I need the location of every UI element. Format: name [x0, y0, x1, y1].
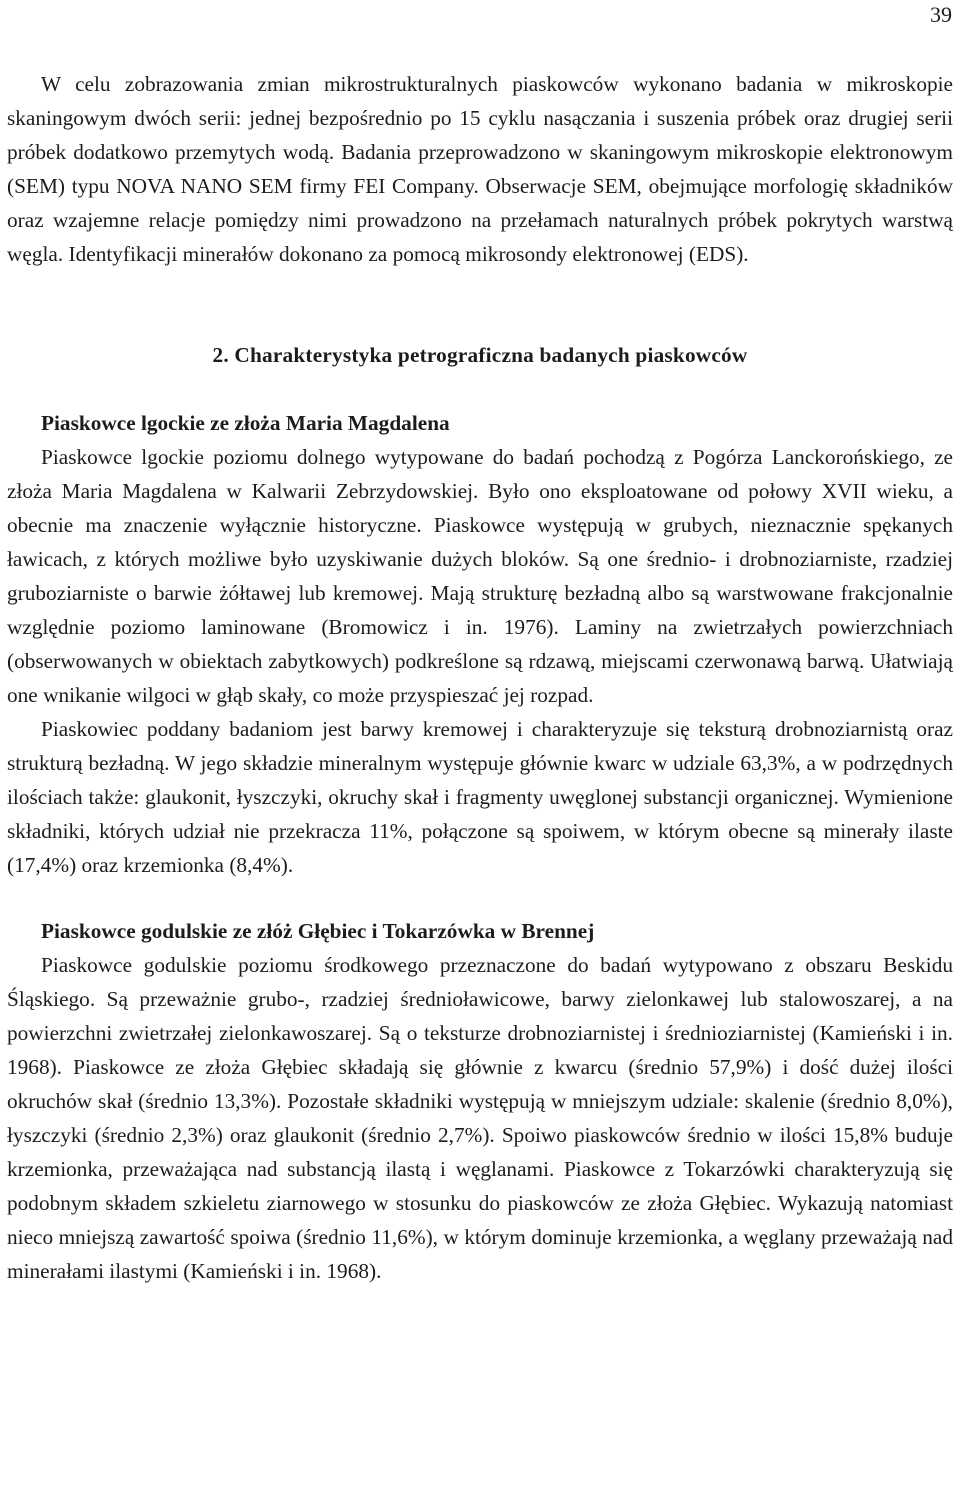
lgockie-paragraph-2: Piaskowiec poddany badaniom jest barwy kremowej i charakteryzuje się teksturą drobnoziarnistą oraz strukturą bezładną. W jego składzie mineralnym występuje głównie kwarc w udziale 63,3%, a w podrzędnych ilościach także: glaukonit, łyszczyki, okruchy skał i fragmenty uwęglonej substancji organicznej. Wymienione składniki, których udział nie przekracza 11%, połączone są spoiwem, w którym obecne są minerały ilaste (17,4%) oraz krzemionka (8,4%). — [7, 717, 953, 877]
spacer — [7, 882, 953, 914]
intro-paragraph: W celu zobrazowania zmian mikrostrukturalnych piaskowców wykonano badania w mikroskopie skaningowym dwóch serii: jednej bezpośrednio po 15 cyklu nasączania i suszenia próbek oraz drugiej serii próbek dodatkowo przemytych wodą. Badania przeprowadzono w skaningowym mikroskopie elektronowym (SEM) typu NOVA NANO SEM firmy FEI Company. Obserwacje SEM, obejmujące morfologię składników oraz wzajemne relacje pomiędzy nimi prowadzono na przełamach naturalnych próbek pokrytych warstwą węgla. Identyfikacji minerałów dokonano za pomocą mikrosondy elektronowej (EDS). — [7, 72, 953, 266]
godulskie-paragraph-1: Piaskowce godulskie poziomu środkowego przeznaczone do badań wytypowano z obszaru Beskidu Śląskiego. Są przeważnie grubo-, rzadziej średnioławicowe, barwy zielonkawej lub stalowoszarej, a na powierzchni zwietrzałej zielonkawoszarej. Są o teksturze drobnoziarnistej i średnioziarnistej (Kamieński i in. 1968). Piaskowce ze złoża Głębiec składają się głównie z kwarcu (średnio 57,9%) i dość dużej ilości okruchów skał (średnio 13,3%). Pozostałe składniki występują w mniejszym udziale: skalenie (średnio 8,0%), łyszczyki (średnio 2,3%) oraz glaukonit (średnio 2,7%). Spoiwo piaskowców średnio w ilości 15,8% buduje krzemionka, przeważająca nad substancją ilastą i węglanami. Piaskowce z Tokarzówki charakteryzują się podobnym składem szkieletu ziarnowego w stosunku do piaskowców ze złoża Głębiec. Wykazują natomiast nieco mniejszą zawartość spoiwa (średnio 11,6%), w którym dominuje krzemionka, a węglany przeważają nad minerałami ilastymi (Kamieński i in. 1968). — [7, 953, 953, 1283]
spacer — [7, 372, 953, 406]
document-body — [7, 67, 953, 1288]
section-heading: 2. Charakterystyka petrograficzna badanych piaskowców — [212, 343, 748, 367]
spacer — [7, 271, 953, 338]
page-number: 39 — [930, 2, 952, 27]
subsection-heading-godulskie: Piaskowce godulskie ze złóż Głębiec i Tokarzówka w Brennej — [41, 919, 595, 943]
lgockie-paragraph-1: Piaskowce lgockie poziomu dolnego wytypowane do badań pochodzą z Pogórza Lanckorońskiego, ze złoża Maria Magdalena w Kalwarii Zebrzydowskiej. Było ono eksploatowane od połowy XVII wieku, a obecnie ma znaczenie wyłącznie historyczne. Piaskowce występują w grubych, nieznacznie spękanych ławicach, z których możliwe było uzyskiwanie dużych bloków. Są one średnio- i drobnoziarniste, rzadziej gruboziarniste o barwie żółtawej lub kremowej. Mają strukturę bezładną albo są warstwowane frakcjonalnie względnie poziomo laminowane (Bromowicz i in. 1976). Laminy na zwietrzałych powierzchniach (obserwowanych w obiektach zabytkowych) podkreślone są rdzawą, miejscami czerwonawą barwą. Ułatwiają one wnikanie wilgoci w głąb skały, co może przyspieszać jej rozpad. — [7, 445, 953, 707]
subsection-heading-lgockie: Piaskowce lgockie ze złoża Maria Magdalena — [41, 411, 450, 435]
